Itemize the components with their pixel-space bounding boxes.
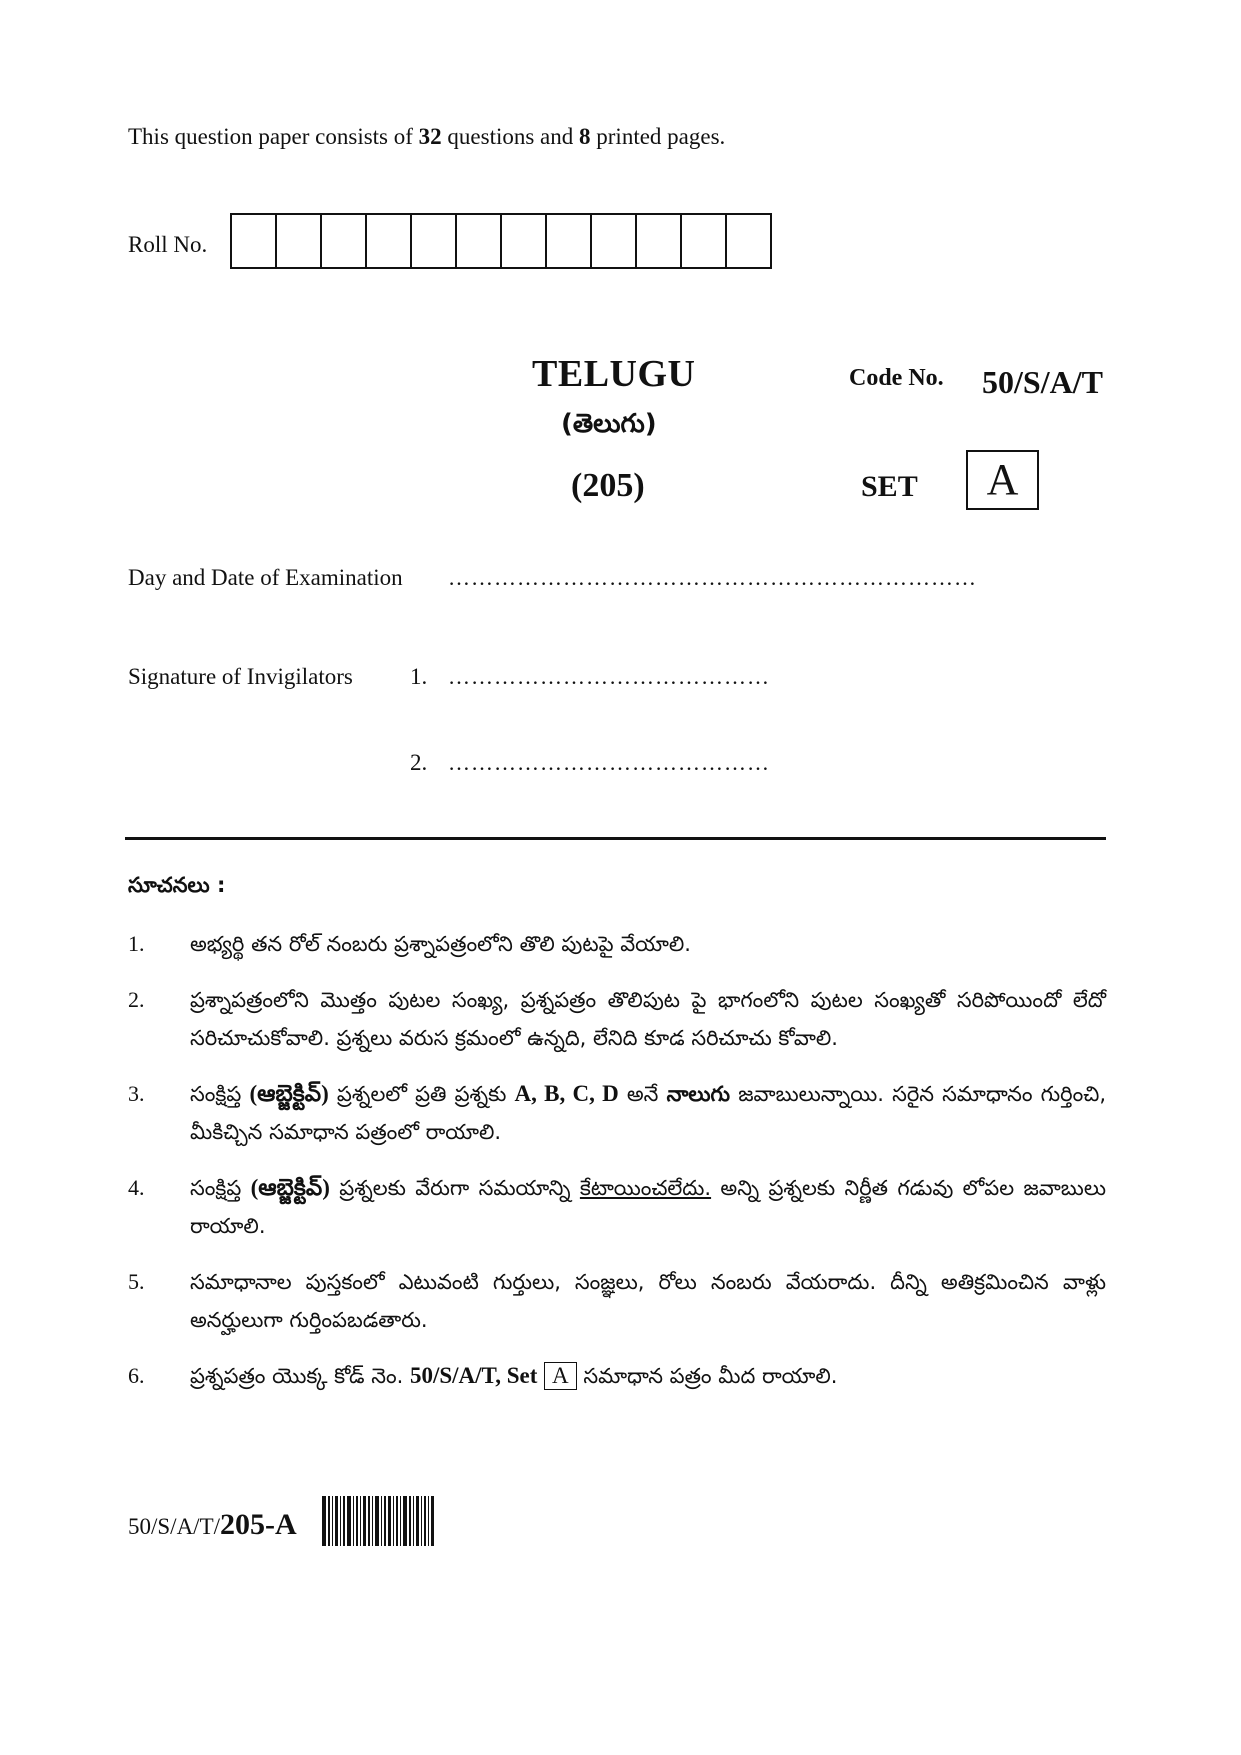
divider [125,837,1106,840]
barcode-bar [403,1496,407,1546]
instruction-item: 4. సంక్షిప్త (ఆబ్జెక్టివ్) ప్రశ్నలకు వేరుగా సమయాన్ని కేటాయించలేదు. అన్ని ప్రశ్నలకు నిర్ణీత గడువు లోపల జవాబులు రాయాలి. [128,1175,1106,1238]
roll-no-box[interactable] [322,213,367,269]
barcode-bar [347,1496,351,1546]
question-count: 32 [418,124,442,149]
invigilators-label: Signature of Invigilators [128,664,353,689]
barcode-bar [409,1496,411,1546]
subject-code: (205) [571,467,645,504]
barcode-bar [356,1496,358,1546]
roll-no-box[interactable] [592,213,637,269]
footer-code: 50/S/A/T/205-A [128,1508,297,1541]
instruction-item: 2. ప్రశ్నాపత్రంలోని మొత్తం పుటల సంఖ్య, ప్రశ్నపత్రం తొలిపుట పై భాగంలోని పుటల సంఖ్యతో సరిపోయిందో లేదో సరిచూచుకోవాలి. ప్రశ్నలు వరుస క్రమంలో ఉన్నది, లేనిది కూడ సరిచూచు కోవాలి. [128,987,1106,1050]
barcode-bar [381,1496,382,1546]
roll-no-box[interactable] [727,213,772,269]
barcode-bar [428,1496,429,1546]
barcode-bar [322,1496,326,1546]
set-inline-box: A [544,1362,577,1390]
invigilator-2-number: 2. [410,750,428,775]
barcode-bar [353,1496,354,1546]
barcode-bar [396,1496,398,1546]
instruction-item: 6. ప్రశ్నపత్రం యొక్క కోడ్ నెం. 50/S/A/T, Set A సమాధాన పత్రం మీద రాయాలి. [128,1363,838,1388]
roll-no-label: Roll No. [128,232,208,257]
barcode-bar [421,1496,422,1546]
set-value-box: A [966,450,1039,510]
barcode-bar [335,1496,338,1546]
barcode-bar [372,1496,373,1546]
roll-no-box[interactable] [502,213,547,269]
intro-line: This question paper consists of 32 questions and 8 printed pages. [128,124,726,149]
barcode-bar [363,1496,366,1546]
exam-date-label: Day and Date of Examination [128,565,403,590]
barcode-bar [388,1496,391,1546]
instructions-list [128,925,1106,1413]
barcode-bar [332,1496,333,1546]
barcode-bar [368,1496,370,1546]
barcode-bar [375,1496,379,1546]
barcode-bar [340,1496,341,1546]
barcode-icon [322,1496,497,1546]
set-label: SET [861,470,918,503]
roll-no-box[interactable] [412,213,457,269]
barcode-bar [343,1496,345,1546]
roll-no-box[interactable] [277,213,322,269]
barcode-bar [413,1496,414,1546]
instructions-heading: సూచనలు : [128,873,226,897]
invigilator-1-number: 1. [410,664,428,689]
barcode-bar [416,1496,419,1546]
roll-no-box[interactable] [637,213,682,269]
page-count: 8 [579,124,591,149]
code-no-value: 50/S/A/T [982,364,1103,400]
subject-title: TELUGU [532,353,696,395]
roll-no-box[interactable] [232,213,277,269]
exam-date-field[interactable]: …………………………………………………………… [448,565,977,590]
barcode-bar [400,1496,401,1546]
barcode-bar [424,1496,426,1546]
roll-no-box[interactable] [367,213,412,269]
barcode-bar [384,1496,386,1546]
barcode-bar [328,1496,330,1546]
roll-no-box[interactable] [682,213,727,269]
invigilator-2-field[interactable]: …………………………………… [448,750,770,775]
roll-no-boxes[interactable] [230,213,772,269]
roll-no-box[interactable] [457,213,502,269]
instruction-item: 3. సంక్షిప్త (ఆబ్జెక్టివ్) ప్రశ్నలలో ప్రతి ప్రశ్నకు A, B, C, D అనే నాలుగు జవాబులున్నాయి. సరైన సమాధానం గుర్తించి, మీకిచ్చిన సమాధాన పత్రంలో రాయాలి. [128,1081,1106,1144]
instruction-item: 1. అభ్యర్థి తన రోల్ నంబరు ప్రశ్నాపత్రంలోని తొలి పుటపై వేయాలి. [128,931,691,956]
invigilator-1-field[interactable]: …………………………………… [448,664,770,689]
instruction-item: 5. సమాధానాల పుస్తకంలో ఎటువంటి గుర్తులు, సంజ్ఞలు, రోలు నంబరు వేయరాదు. దీన్ని అతిక్రమించిన వాళ్లు అనర్హులుగా గుర్తింపబడతారు. [128,1269,1106,1332]
code-no-label: Code No. [849,365,944,391]
barcode-bar [431,1496,434,1546]
subject-title-telugu: (తెలుగు) [561,409,657,439]
barcode-bar [393,1496,394,1546]
barcode-bar [360,1496,361,1546]
roll-no-box[interactable] [547,213,592,269]
